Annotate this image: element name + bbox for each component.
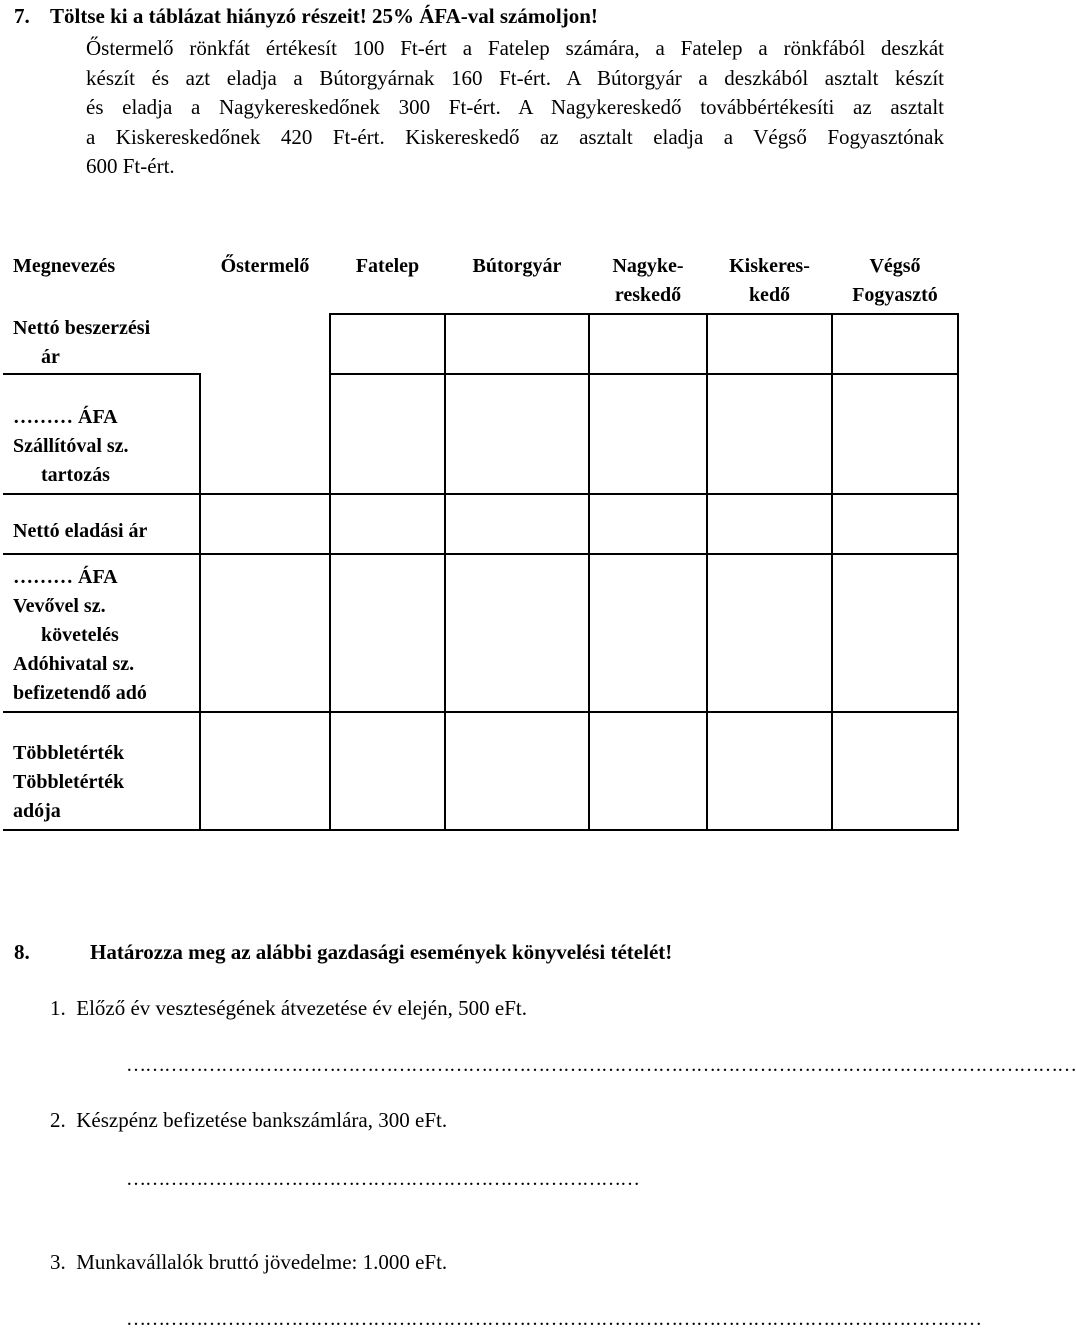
table-cell <box>832 494 958 554</box>
table-row <box>3 712 958 830</box>
table-cell <box>589 314 707 374</box>
row-label: Nettó beszerzési ár <box>13 317 151 368</box>
table-header-row <box>3 252 958 314</box>
table-cell <box>200 712 330 830</box>
paragraph-line: és eladja a Nagykereskedőnek 300 Ft-ért. A Nagykereskedő továbbértékesíti az asztalt <box>86 95 944 119</box>
list-item: 1. Előző év veszteségének átvezetése év elején, 500 eFt. <box>50 996 527 1020</box>
list-item: 2. Készpénz befizetése bankszámlára, 300 eFt. <box>50 1108 448 1132</box>
table-cell <box>330 494 445 554</box>
table-cell <box>589 712 707 830</box>
table-cell <box>330 712 445 830</box>
answer-line[interactable]: ……………………………………………………………………………………………………………………… <box>126 1308 981 1330</box>
header-name: Megnevezés <box>13 255 116 277</box>
table-cell <box>589 554 707 712</box>
table-cell <box>200 314 330 374</box>
row-label: Nettó eladási ár <box>3 494 200 554</box>
table-cell <box>330 554 445 712</box>
table-cell <box>589 374 707 494</box>
table-cell <box>832 554 958 712</box>
table-cell <box>445 374 589 494</box>
table-cell <box>330 314 445 374</box>
row-label: ……… ÁFA Szállítóval sz. tartozás <box>3 374 200 494</box>
vat-table <box>3 252 959 831</box>
header-nagykereskedo: Nagyke- reskedő <box>612 255 684 306</box>
header-vegso-fogyaszto: Végső Fogyasztó <box>852 255 938 306</box>
table-row <box>3 554 958 712</box>
paragraph-line: Őstermelő rönkfát értékesít 100 Ft-ért a Fatelep számára, a Fatelep a rönkfából deszkát <box>86 36 944 60</box>
table-cell <box>589 494 707 554</box>
table-cell <box>445 494 589 554</box>
header-ostermelo: Őstermelő <box>220 255 310 277</box>
question-7-number: 7. <box>14 4 30 28</box>
list-item: 3. Munkavállalók bruttó jövedelme: 1.000 eFt. <box>50 1250 448 1274</box>
table-cell <box>832 374 958 494</box>
table-cell <box>200 374 330 494</box>
table-cell <box>707 374 832 494</box>
table-cell <box>832 314 958 374</box>
row-label: Többletérték Többletérték adója <box>3 712 200 830</box>
answer-line[interactable]: …………………………………………………………………………………………………………………………………… <box>126 1054 1076 1076</box>
paragraph-line: 600 Ft-ért. <box>86 154 175 178</box>
table-cell <box>200 554 330 712</box>
table-cell <box>707 554 832 712</box>
table-cell <box>832 712 958 830</box>
table-cell <box>445 712 589 830</box>
table-cell <box>445 314 589 374</box>
paragraph-line: készít és azt eladja a Bútorgyárnak 160 Ft-ért. A Bútorgyár a deszkából asztalt készít <box>86 65 944 90</box>
table-row <box>3 374 958 494</box>
answer-line[interactable]: ……………………………………………………………………… <box>126 1168 639 1190</box>
question-7-title-text: Töltse ki a táblázat hiányzó részeit! 25% ÁFA-val számoljon! <box>50 4 598 28</box>
header-fatelep: Fatelep <box>355 255 420 277</box>
question-8-title <box>14 940 672 965</box>
question-7-paragraph <box>86 34 944 182</box>
table-cell <box>707 314 832 374</box>
table-cell <box>445 554 589 712</box>
question-8-number: 8. <box>14 940 30 964</box>
table-row <box>3 314 958 374</box>
paragraph-line: a Kiskereskedőnek 420 Ft-ért. Kiskereskedő az asztalt eladja a Végső Fogyasztónak <box>86 124 944 149</box>
question-8-title-text: Határozza meg az alábbi gazdasági események könyvelési tételét! <box>90 940 673 964</box>
table-row <box>3 494 958 554</box>
table-cell <box>707 494 832 554</box>
table-cell <box>707 712 832 830</box>
header-kiskereskedo: Kiskeres- kedő <box>729 255 810 306</box>
table-cell <box>200 494 330 554</box>
row-label: ……… ÁFA Vevővel sz. követelés Adóhivatal sz. befizetendő adó <box>3 554 200 712</box>
table-cell <box>330 374 445 494</box>
question-7-title <box>14 4 598 29</box>
header-butorgyar: Bútorgyár <box>472 255 562 277</box>
